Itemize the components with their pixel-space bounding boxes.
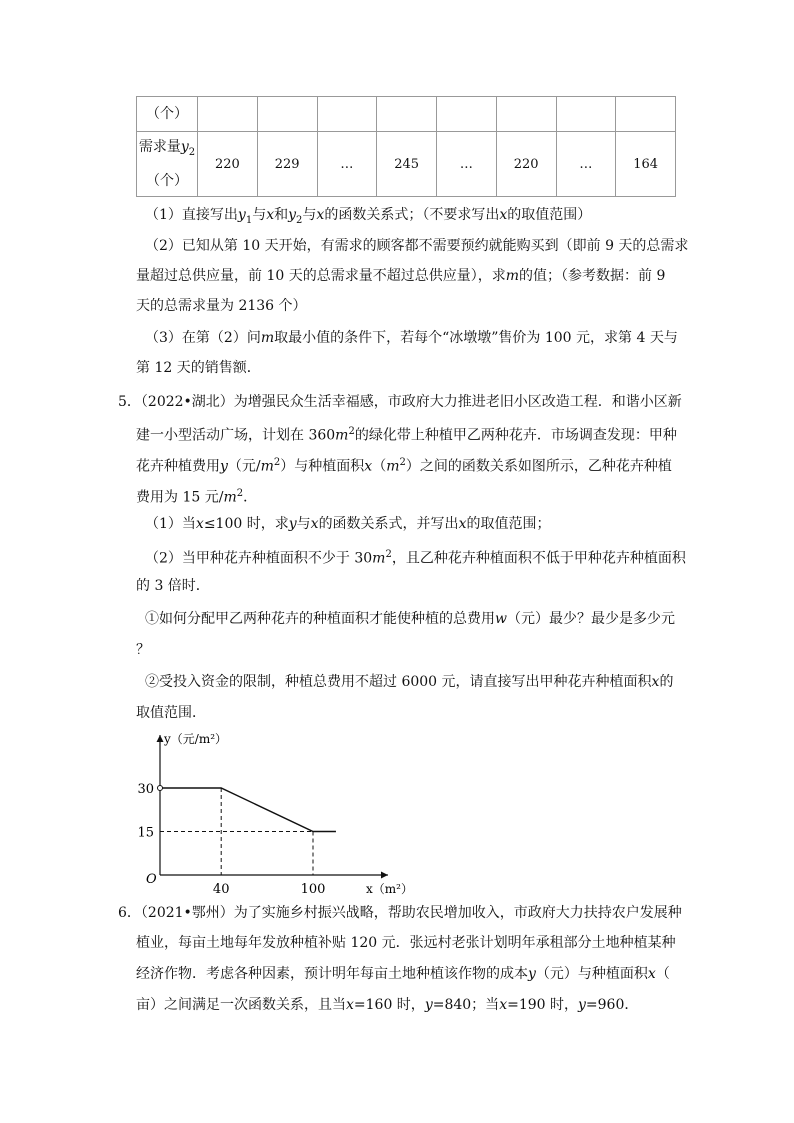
var: m — [505, 268, 519, 284]
y-tick-label: 15 — [137, 825, 154, 841]
var: x — [499, 207, 508, 223]
text: =190 时， — [507, 997, 578, 1013]
var: x — [364, 458, 373, 475]
q4-part2-line2 — [136, 266, 665, 286]
table-cell — [317, 97, 377, 132]
var: x — [346, 997, 354, 1013]
q4-part2-line1: （2）已知从第 10 天开始，有需求的顾客都不需要预约就能购买到（即前 9 天的总需求 — [145, 238, 689, 254]
sup: 2 — [385, 549, 392, 560]
text: ． — [243, 489, 258, 506]
unit: m — [372, 550, 386, 567]
text: 取最小值的条件下，若每个“冰墩墩”售价为 100 元，求第 4 天与 — [274, 330, 678, 346]
q5-circle1-line1 — [145, 609, 675, 629]
text: 与 — [296, 516, 311, 532]
var: w — [495, 611, 507, 627]
text: =960． — [585, 997, 639, 1013]
text: 的 — [659, 674, 674, 690]
x-axis-label: x（m²） — [366, 882, 413, 895]
q4-part3-line2: 第 12 天的销售额． — [136, 360, 261, 376]
table-cell-header: （个） — [137, 97, 198, 132]
q6-line4 — [136, 995, 638, 1015]
table-cell — [496, 97, 556, 132]
origin-label: O — [146, 872, 157, 887]
x-tick-label: 100 — [300, 882, 326, 895]
sub: 2 — [296, 214, 303, 226]
y-axis-label: y（元/m²） — [164, 732, 228, 746]
var: y — [288, 207, 297, 223]
text: ①如何分配甲乙两种花卉的种植面积才能使种植的总费用 — [145, 611, 495, 627]
open-point — [158, 786, 163, 791]
text: 的函数关系式；（不要求写出 — [324, 207, 500, 223]
text: 的绿化带上种植甲乙两种花卉．市场调查发现：甲种 — [354, 427, 677, 444]
var: y — [220, 458, 228, 475]
text: （1）直接写出 — [145, 207, 238, 223]
text: （2）当甲种花卉种植面积不少于 30 — [145, 550, 373, 567]
unit: m — [260, 458, 274, 475]
table-cell: … — [437, 132, 497, 197]
q6-line2: 植业，每亩土地每年发放种植补贴 120 元．张远村老张计划明年承租部分土地种植某种 — [136, 935, 676, 951]
q5-line1 — [118, 392, 682, 412]
text: （ — [655, 966, 670, 982]
text: （1）当 — [145, 516, 196, 532]
table-cell: 164 — [616, 132, 676, 197]
unit: m — [335, 427, 349, 444]
table-cell: … — [317, 132, 377, 197]
var: x — [310, 516, 319, 532]
table-cell — [556, 97, 616, 132]
var: x — [316, 207, 325, 223]
table-cell: … — [556, 132, 616, 197]
q5-line4 — [136, 484, 257, 508]
table-cell — [437, 97, 497, 132]
q5-circle2-line2: 取值范围． — [136, 705, 206, 721]
text: （2021•鄂州）为了实施乡村振兴战略，帮助农民增加收入，市政府大力扶持农户发展种 — [140, 905, 682, 921]
table-cell — [257, 97, 317, 132]
cost-area-chart — [130, 725, 430, 895]
y-tick-label: 30 — [137, 782, 154, 797]
text: 的值；（参考数据：前 9 — [519, 268, 666, 284]
var: x — [458, 516, 467, 532]
unit: m — [386, 458, 400, 475]
text: 花卉种植费用 — [136, 458, 220, 475]
var: m — [260, 330, 275, 346]
chart-svg — [130, 725, 430, 895]
var: y — [424, 997, 433, 1013]
header-unit: （个） — [146, 172, 188, 189]
text: ）之间的函数关系如图所示，乙种花卉种植 — [405, 458, 672, 475]
q6-line3 — [136, 964, 670, 984]
q5-sub2-line2: 的 3 倍时． — [136, 578, 210, 594]
table-cell-header — [137, 132, 198, 197]
var: y — [528, 966, 536, 982]
var: y — [288, 516, 297, 532]
q4-part1 — [145, 205, 591, 231]
sup: 2 — [399, 457, 406, 468]
table-cell: 245 — [377, 132, 437, 197]
text: 量超过总供应量，前 10 天的总需求量不超过总供应量），求 — [136, 268, 506, 284]
text: ≤100 时，求 — [203, 516, 289, 532]
text: （ — [372, 458, 387, 475]
var: y — [237, 207, 246, 223]
text: 费用为 15 元/ — [136, 489, 224, 506]
text: ，且乙种花卉种植面积不低于甲种花卉种植面积 — [391, 550, 686, 567]
var: x — [195, 516, 204, 532]
header-text: 需求量 — [138, 139, 181, 156]
text: 与 — [252, 207, 267, 223]
text: 亩）之间满足一次函数关系，且当 — [136, 997, 346, 1013]
q6-line1 — [118, 903, 682, 923]
question-number: 5． — [118, 394, 141, 410]
table-cell — [616, 97, 676, 132]
text: 经济作物．考虑各种因素，预计明年每亩土地种植该作物的成本 — [136, 966, 528, 982]
q4-part2-line3: 天的总需求量为 2136 个） — [136, 298, 307, 314]
text: （2022•湖北）为增强民众生活幸福感，市政府大力推进老旧小区改造工程．和谐小区新 — [140, 394, 682, 410]
text: 和 — [274, 207, 289, 223]
table-cell — [198, 97, 258, 132]
text: ）与种植面积 — [280, 458, 365, 475]
question-number: 6． — [118, 905, 141, 921]
sub: 1 — [245, 214, 253, 226]
text: 的取值范围） — [507, 207, 592, 223]
sup: 2 — [348, 426, 355, 437]
q5-circle1-line2: ？ — [136, 642, 150, 658]
q4-part3-line1 — [145, 328, 678, 348]
text: （元）与种植面积 — [535, 966, 648, 982]
table-cell: 229 — [257, 132, 317, 197]
supply-demand-table — [136, 96, 676, 197]
sup: 2 — [273, 457, 281, 468]
series-line — [160, 788, 336, 832]
text: =160 时， — [353, 997, 425, 1013]
var: x — [499, 997, 508, 1013]
text: ②受投入资金的限制，种植总费用不超过 6000 元，请直接写出甲种花卉种植面积 — [145, 674, 652, 690]
var: x — [266, 207, 275, 223]
q5-circle2-line1 — [145, 672, 673, 692]
table-row — [137, 97, 676, 132]
table-cell: 220 — [496, 132, 556, 197]
table-cell — [377, 97, 437, 132]
q5-sub2-line1 — [145, 545, 686, 569]
header-var: y — [180, 139, 189, 156]
q5-line2 — [136, 422, 677, 446]
text: （元/ — [227, 458, 261, 475]
var: x — [651, 674, 660, 690]
table-cell: 220 — [198, 132, 258, 197]
text: 的函数关系式，并写出 — [318, 516, 459, 532]
var: y — [578, 997, 586, 1013]
q5-sub1 — [145, 514, 550, 534]
text: 建一小型活动广场，计划在 360 — [136, 427, 336, 444]
text: 与 — [302, 207, 317, 223]
text: （3）在第（2）问 — [145, 330, 261, 346]
text: 的取值范围； — [466, 516, 551, 532]
text: =840；当 — [432, 997, 500, 1013]
var: x — [647, 966, 656, 982]
table-row — [137, 132, 676, 197]
header-sub: 2 — [188, 146, 196, 158]
x-tick-label: 40 — [212, 882, 230, 895]
text: （元）最少？最少是多少元 — [506, 611, 675, 627]
sup: 2 — [236, 488, 244, 499]
q5-line3 — [136, 453, 672, 477]
unit: m — [223, 489, 237, 506]
